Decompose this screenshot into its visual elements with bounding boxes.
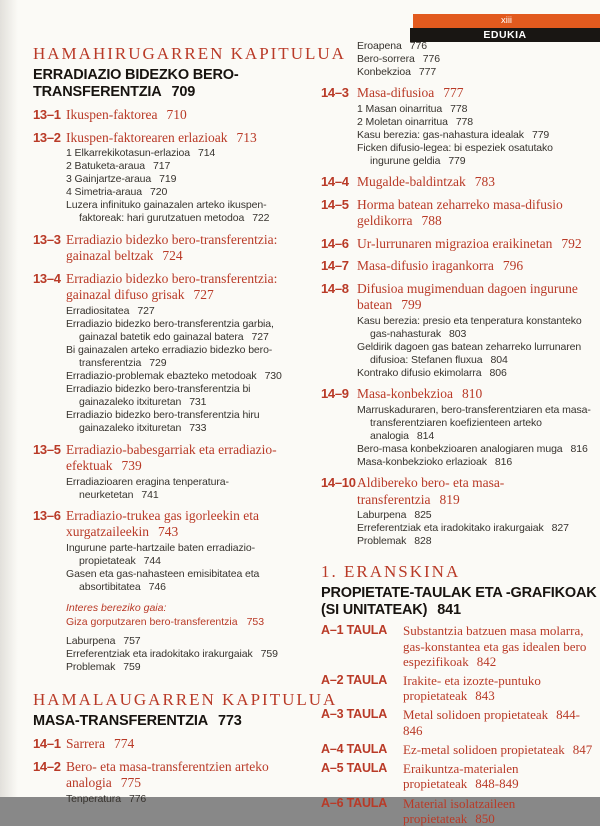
section-page: 819 <box>439 491 460 507</box>
toc-subentry: Erradiazioaren eragina tenperatura-neurketetan 741 <box>66 475 229 501</box>
section-page: 739 <box>121 458 142 473</box>
section-page: 792 <box>561 235 582 251</box>
section-page: 710 <box>166 107 187 122</box>
table-label: A–4 TAULA <box>321 741 388 756</box>
toc-subentry: Laburpena 757 <box>66 635 141 648</box>
section-14-5 <box>321 197 595 230</box>
table-label: A–1 TAULA <box>321 623 388 638</box>
section-title: Masa-konbekzioa 810 <box>357 386 483 402</box>
section-number: 14–4 <box>321 174 349 190</box>
appendix-block <box>321 562 595 825</box>
section-title: Sarrera 774 <box>66 736 135 752</box>
section-title: Erradiazio bidezko bero-transferentzia: gainazal difuso grisak 727 <box>66 270 278 303</box>
section-13-1 <box>33 107 305 124</box>
section-13-5 <box>33 442 305 475</box>
section-14-9 <box>321 386 595 403</box>
scan-edge-shadow <box>0 0 18 797</box>
toc-subentry: Masa-konbekzioko erlazioak 816 <box>357 456 513 469</box>
chapter-13-page: 709 <box>171 84 196 100</box>
toc-subentry: Erradiositatea 727 <box>66 304 155 317</box>
folio-bar <box>413 14 600 28</box>
table-label: A–2 TAULA <box>321 673 388 688</box>
toc-subentry: Konbekzioa 777 <box>357 66 437 79</box>
table-description: Ez-metal solidoen propietateak 847 <box>403 741 593 757</box>
special-interest-title: Giza gorputzaren bero-transferentzia <box>66 615 238 628</box>
toc-subentry: 2 Batuketa-araua 717 <box>66 160 171 173</box>
table-description: Substantzia batzuen masa molarra, gas-konstantea eta gas idealen bero espezifikoak 842 <box>403 623 587 669</box>
chapter-13-title-text: ERRADIAZIO BIDEZKO BERO-TRANSFERENTZIA <box>33 67 239 100</box>
section-13-5-subentries <box>66 476 305 502</box>
section-number: 13–3 <box>33 231 61 247</box>
toc-subentry: Erreferentziak eta iradokitako irakurgaiak 827 <box>357 522 569 535</box>
appendix-table-a3 <box>321 707 595 737</box>
toc-subentry: Kontrako difusio ekimolarra 806 <box>357 367 507 380</box>
section-14-2-subentries-continued <box>357 40 595 79</box>
section-page: 774 <box>113 736 135 752</box>
toc-subentry: Erradiazio-problemak ebazteko metodoak 730 <box>66 370 282 383</box>
section-title: Bero- eta masa-transferentzien arteko analogia 775 <box>66 758 269 791</box>
appendix-page: 841 <box>437 602 461 619</box>
section-title: Horma batean zeharreko masa-difusio geldikorra 788 <box>357 196 563 229</box>
section-page: 799 <box>401 297 422 313</box>
section-number: 13–4 <box>33 270 61 286</box>
table-label: A–5 TAULA <box>321 761 388 776</box>
section-page: 810 <box>461 386 483 402</box>
chapter-13-tail-entries <box>66 635 305 674</box>
table-label: A–6 TAULA <box>321 795 388 810</box>
toc-subentry: Ingurune parte-hartzaile baten erradiazio-propietateak 744 <box>66 541 255 567</box>
section-page: 775 <box>120 775 141 791</box>
section-title: Aldibereko bero- eta masa-transferentzia 819 <box>357 475 505 507</box>
appendix-kicker: 1. ERANSKINA <box>321 562 461 582</box>
toc-subentry: Erradiazio bidezko bero-transferentzia bi gainazaleko itxituretan 731 <box>66 383 251 409</box>
section-14-4 <box>321 174 595 191</box>
toc-subentry: Bero-masa konbekzioaren analogiaren muga 816 <box>357 443 588 455</box>
section-page: 724 <box>162 248 183 264</box>
section-number: 13–5 <box>33 441 61 457</box>
toc-subentry: Kasu berezia: gas-nahastura idealak 779 <box>357 128 550 141</box>
section-number: 13–2 <box>33 129 61 145</box>
toc-subentry: Problemak 759 <box>66 661 141 674</box>
section-14-3-subentries <box>357 103 595 168</box>
chapter-13-title <box>33 67 251 101</box>
toc-subentry: Bero-sorrera 776 <box>357 53 440 66</box>
section-title: Masa-difusio iragankorra 796 <box>357 258 524 274</box>
toc-subentry: Problemak 828 <box>357 535 432 548</box>
table-label: A–3 TAULA <box>321 707 388 722</box>
toc-subentry: Luzera infinituko gainazalen arteko ikuspen-faktoreak: hari gurutzatuen metodoa 722 <box>66 199 270 225</box>
toc-subentry: Gasen eta gas-nahasteen emisibitatea eta absortibitatea 746 <box>66 567 260 593</box>
appendix-table-a6 <box>321 796 595 826</box>
toc-subentry: 3 Gainjartze-araua 719 <box>66 173 177 186</box>
special-interest-label: Interes bereziko gaia: <box>66 602 167 615</box>
toc-subentry: 1 Masan oinarritua 778 <box>357 102 468 115</box>
section-number: 14–3 <box>321 85 349 101</box>
section-title: Erradiazio bidezko bero-transferentzia: gainazal beltzak 724 <box>66 231 278 264</box>
section-14-10 <box>321 475 595 508</box>
section-title: Mugalde-baldintzak 783 <box>357 174 495 190</box>
section-title: Erradiazio-trukea gas igorleekin eta xurgatzaileekin 743 <box>66 507 260 540</box>
section-title: Ikuspen-faktorea 710 <box>66 107 187 122</box>
section-page: 783 <box>474 174 495 190</box>
toc-subentry: Erradiazio bidezko bero-transferentzia hiru gainazaleko itxituretan 733 <box>66 409 260 435</box>
section-page: 743 <box>157 524 179 540</box>
right-column <box>321 40 595 826</box>
toc-subentry: Geldirik dagoen gas batean zeharreko lurrunaren difusioa: Stefanen fluxua 804 <box>357 340 582 367</box>
toc-subentry: Ficken difusio-legea: bi espeziek osatutako ingurune geldia 779 <box>357 142 553 168</box>
table-description: Irakite- eta izozte-puntuko propietateak 843 <box>403 673 541 704</box>
section-14-3 <box>321 85 595 102</box>
toc-subentry: Bi gainazalen arteko erradiazio bidezko bero-transferentzia 729 <box>66 343 273 369</box>
section-number: 14–10 <box>321 475 356 491</box>
table-page: 848-849 <box>475 776 519 792</box>
toc-subentry: Eroapena 776 <box>357 40 427 52</box>
toc-subentry: Laburpena 825 <box>357 509 432 522</box>
toc-subentry: Kasu berezia: presio eta tenperatura konstanteko gas-nahasturak 803 <box>357 314 582 340</box>
chapter-14-title <box>33 713 251 730</box>
table-page: 843 <box>475 688 495 704</box>
section-number: 14–6 <box>321 235 349 251</box>
toc-subentry: Erradiazio bidezko bero-transferentzia garbia, gainazal batetik edo gainazal batera 727 <box>66 317 274 343</box>
section-title: Ur-lurrunaren migrazioa eraikinetan 792 <box>357 235 582 251</box>
section-number: 13–1 <box>33 107 61 122</box>
running-head-label: EDUKIA <box>483 29 527 41</box>
section-14-1 <box>33 736 305 753</box>
toc-subentry: Tenperatura 776 <box>66 792 147 805</box>
chapter-14-page: 773 <box>218 713 242 730</box>
section-13-6 <box>33 508 305 541</box>
toc-subentry: 2 Moletan oinarritua 778 <box>357 115 474 128</box>
section-page: 777 <box>443 85 464 101</box>
section-14-2 <box>33 759 305 792</box>
section-number: 14–7 <box>321 258 349 274</box>
special-interest-page: 753 <box>246 615 265 628</box>
section-14-9-subentries <box>357 404 595 469</box>
section-title: Erradiazio-babesgarriak eta erradiazio-efektuak 739 <box>66 441 277 473</box>
section-14-7 <box>321 258 595 275</box>
chapter-14-title-text: MASA-TRANSFERENTZIA <box>33 713 209 730</box>
toc-subentry: Erreferentziak eta iradokitako irakurgaiak 759 <box>66 648 278 661</box>
section-14-2-subentries <box>66 793 305 806</box>
table-page: 842 <box>476 653 497 669</box>
section-14-6 <box>321 236 595 253</box>
section-13-6-subentries <box>66 542 305 594</box>
appendix-table-a5 <box>321 761 595 791</box>
section-title: Ikuspen-faktorearen erlazioak 713 <box>66 129 257 145</box>
toc-subentry: 1 Elkarrekikotasun-erlazioa 714 <box>66 147 216 159</box>
section-13-2-subentries <box>66 147 305 226</box>
section-title: Masa-difusioa 777 <box>357 85 464 101</box>
section-number: 14–8 <box>321 280 349 296</box>
table-description: Metal solidoen propietateak 844-846 <box>403 707 580 738</box>
section-page: 788 <box>421 213 442 229</box>
section-title: Difusioa mugimenduan dagoen ingurune batean 799 <box>357 280 578 313</box>
section-number: 14–1 <box>33 736 61 752</box>
table-page: 847 <box>572 741 593 757</box>
appendix-table-a2 <box>321 673 595 703</box>
table-page: 850 <box>475 810 495 826</box>
appendix-table-a1 <box>321 623 595 669</box>
special-interest-topic <box>66 602 305 629</box>
section-13-3 <box>33 232 305 265</box>
section-14-8-subentries <box>357 315 595 380</box>
section-14-10-subentries <box>357 509 595 548</box>
section-page: 713 <box>236 129 257 145</box>
section-page: 727 <box>193 287 214 303</box>
section-page: 796 <box>502 258 524 274</box>
chapter-13-kicker: HAMAHIRUGARREN KAPITULUA <box>33 44 346 63</box>
section-14-8 <box>321 281 595 314</box>
table-description: Material isolatzaileen propietateak 850 <box>403 795 516 826</box>
appendix-title-text: PROPIETATE-TAULAK ETA -GRAFIKOAK (SI UNITATEAK) <box>321 585 597 619</box>
table-page: 844-846 <box>403 707 580 738</box>
section-number: 14–5 <box>321 196 349 212</box>
section-number: 14–9 <box>321 386 349 402</box>
toc-subentry: Marruskaduraren, bero-transferentziaren eta masa-transferentziaren koefizienteen arteko analogia 814 <box>357 403 591 442</box>
section-13-2 <box>33 130 305 147</box>
toc-subentry: 4 Simetria-araua 720 <box>66 186 168 199</box>
appendix-title <box>321 585 599 619</box>
section-number: 14–2 <box>33 758 61 774</box>
chapter-14-kicker: HAMALAUGARREN KAPITULUA <box>33 690 338 710</box>
appendix-table-a4 <box>321 742 595 757</box>
table-description: Eraikuntza-materialen propietateak 848-849 <box>403 761 519 792</box>
section-13-4 <box>33 271 305 304</box>
page-number: xiii <box>500 15 513 26</box>
section-number: 13–6 <box>33 507 61 523</box>
section-13-4-subentries <box>66 305 305 436</box>
